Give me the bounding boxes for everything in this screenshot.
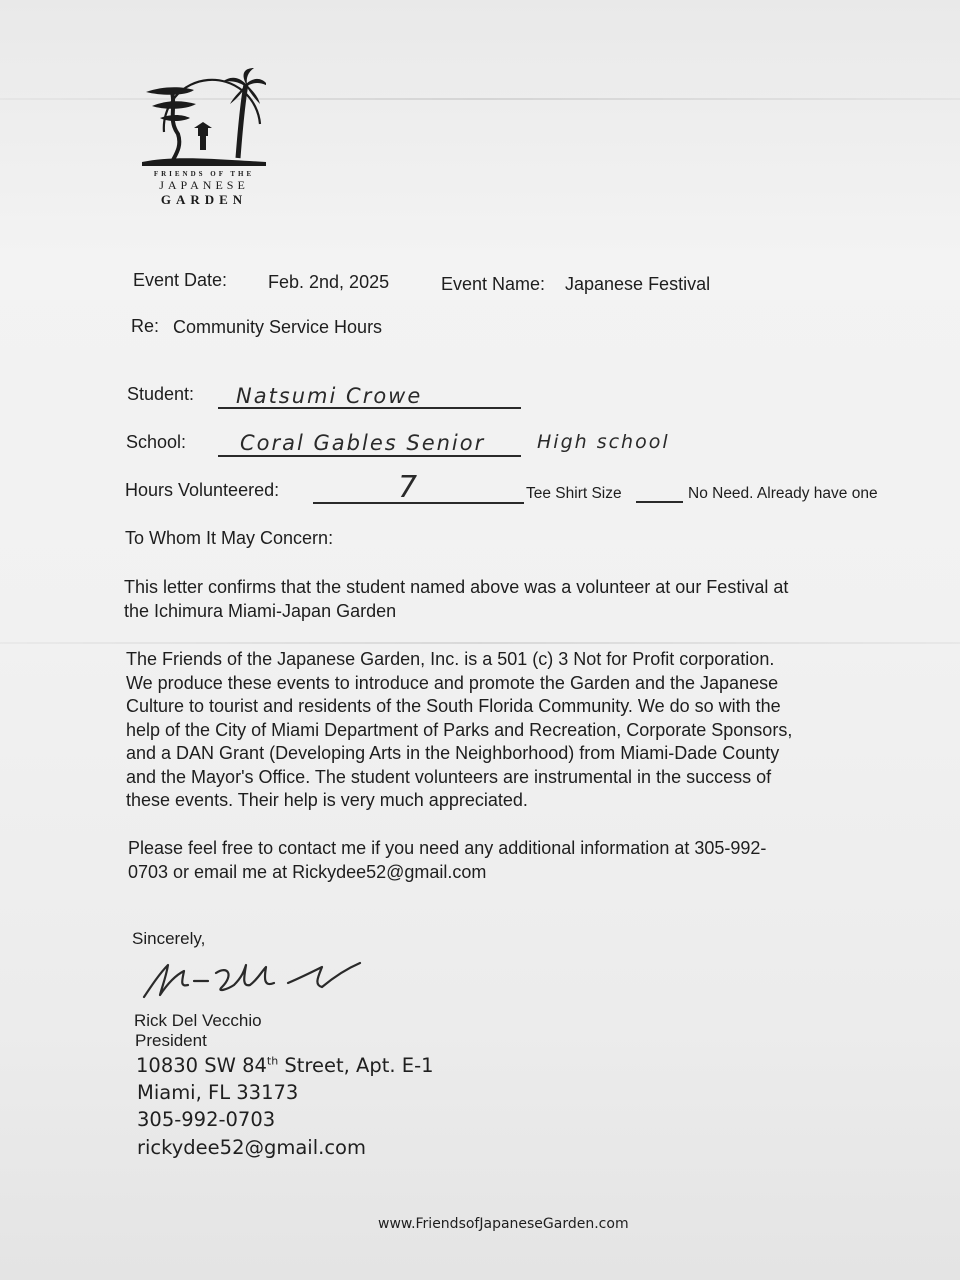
paragraph-organization <box>126 648 792 813</box>
closing-sincerely: Sincerely, <box>132 929 206 948</box>
school-name-extra-handwritten: High school <box>537 431 670 453</box>
paragraph-line: 0703 or email me at Rickydee52@gmail.com <box>128 861 487 882</box>
signature-icon <box>138 955 378 1005</box>
paragraph-line: This letter confirms that the student named above was a volunteer at our Festival at <box>124 577 789 597</box>
hours-label: Hours Volunteered: <box>125 480 280 500</box>
signer-name: Rick Del Vecchio <box>134 1011 262 1030</box>
event-date-label: Event Date: <box>133 270 228 290</box>
paragraph-line: and a DAN Grant (Developing Arts in the Neighborhood) from Miami-Dade County <box>126 743 780 763</box>
logo-text-bottom: GARDEN <box>160 192 248 207</box>
tee-shirt-note: No Need. Already have one <box>688 485 878 502</box>
hours-value-handwritten: 7 <box>398 470 420 505</box>
event-date-value: Feb. 2nd, 2025 <box>268 272 390 292</box>
paragraph-line: Culture to tourist and residents of the South Florida Community. We do so with the <box>126 696 781 716</box>
event-name-label: Event Name: <box>441 274 546 294</box>
paragraph-line: Please feel free to contact me if you need any additional information at 305-992- <box>128 838 767 858</box>
address-city: Miami, FL 33173 <box>137 1081 299 1104</box>
contact-email: rickydee52@gmail.com <box>137 1136 366 1159</box>
school-label: School: <box>126 432 187 452</box>
logo-text-middle: JAPANESE <box>159 178 249 192</box>
school-underline <box>218 455 521 457</box>
paragraph-contact <box>128 837 766 884</box>
logo-text-top: FRIENDS OF THE <box>153 170 255 178</box>
address-street-suffix: th <box>266 1054 279 1068</box>
paragraph-line: and the Mayor's Office. The student volunteers are instrumental in the success of <box>126 766 772 787</box>
address-street <box>136 1054 434 1077</box>
paragraph-line: the Ichimura Miami-Japan Garden <box>124 600 397 621</box>
tee-shirt-underline <box>636 501 683 503</box>
re-label: Re: <box>131 316 160 336</box>
student-label: Student: <box>127 384 195 404</box>
address-street-name: Street, Apt. E-1 <box>278 1054 434 1077</box>
paragraph-line: We produce these events to introduce and promote the Garden and the Japanese <box>126 672 779 693</box>
tee-shirt-label: Tee Shirt Size <box>526 485 622 502</box>
school-name-handwritten: Coral Gables Senior <box>240 431 486 455</box>
footer-website: www.FriendsofJapaneseGarden.com <box>378 1216 629 1232</box>
garden-emblem-icon <box>142 62 266 170</box>
event-name-value: Japanese Festival <box>565 274 711 294</box>
paragraph-line: The Friends of the Japanese Garden, Inc. is a 501 (c) 3 Not for Profit corporation. <box>126 649 775 669</box>
paragraph-confirmation <box>124 576 788 623</box>
paragraph-line: help of the City of Miami Department of Parks and Recreation, Corporate Sponsors, <box>126 719 793 740</box>
salutation: To Whom It May Concern: <box>125 528 334 548</box>
address-street-number: 10830 SW 84 <box>136 1054 267 1077</box>
signer-title: President <box>135 1031 207 1050</box>
student-name-handwritten: Natsumi Crowe <box>236 384 423 408</box>
paper-fold <box>0 642 960 644</box>
contact-phone: 305-992-0703 <box>137 1108 276 1131</box>
friends-japanese-garden-logo <box>142 62 266 212</box>
paragraph-line: these events. Their help is very much appreciated. <box>126 790 528 810</box>
re-value: Community Service Hours <box>173 317 383 337</box>
